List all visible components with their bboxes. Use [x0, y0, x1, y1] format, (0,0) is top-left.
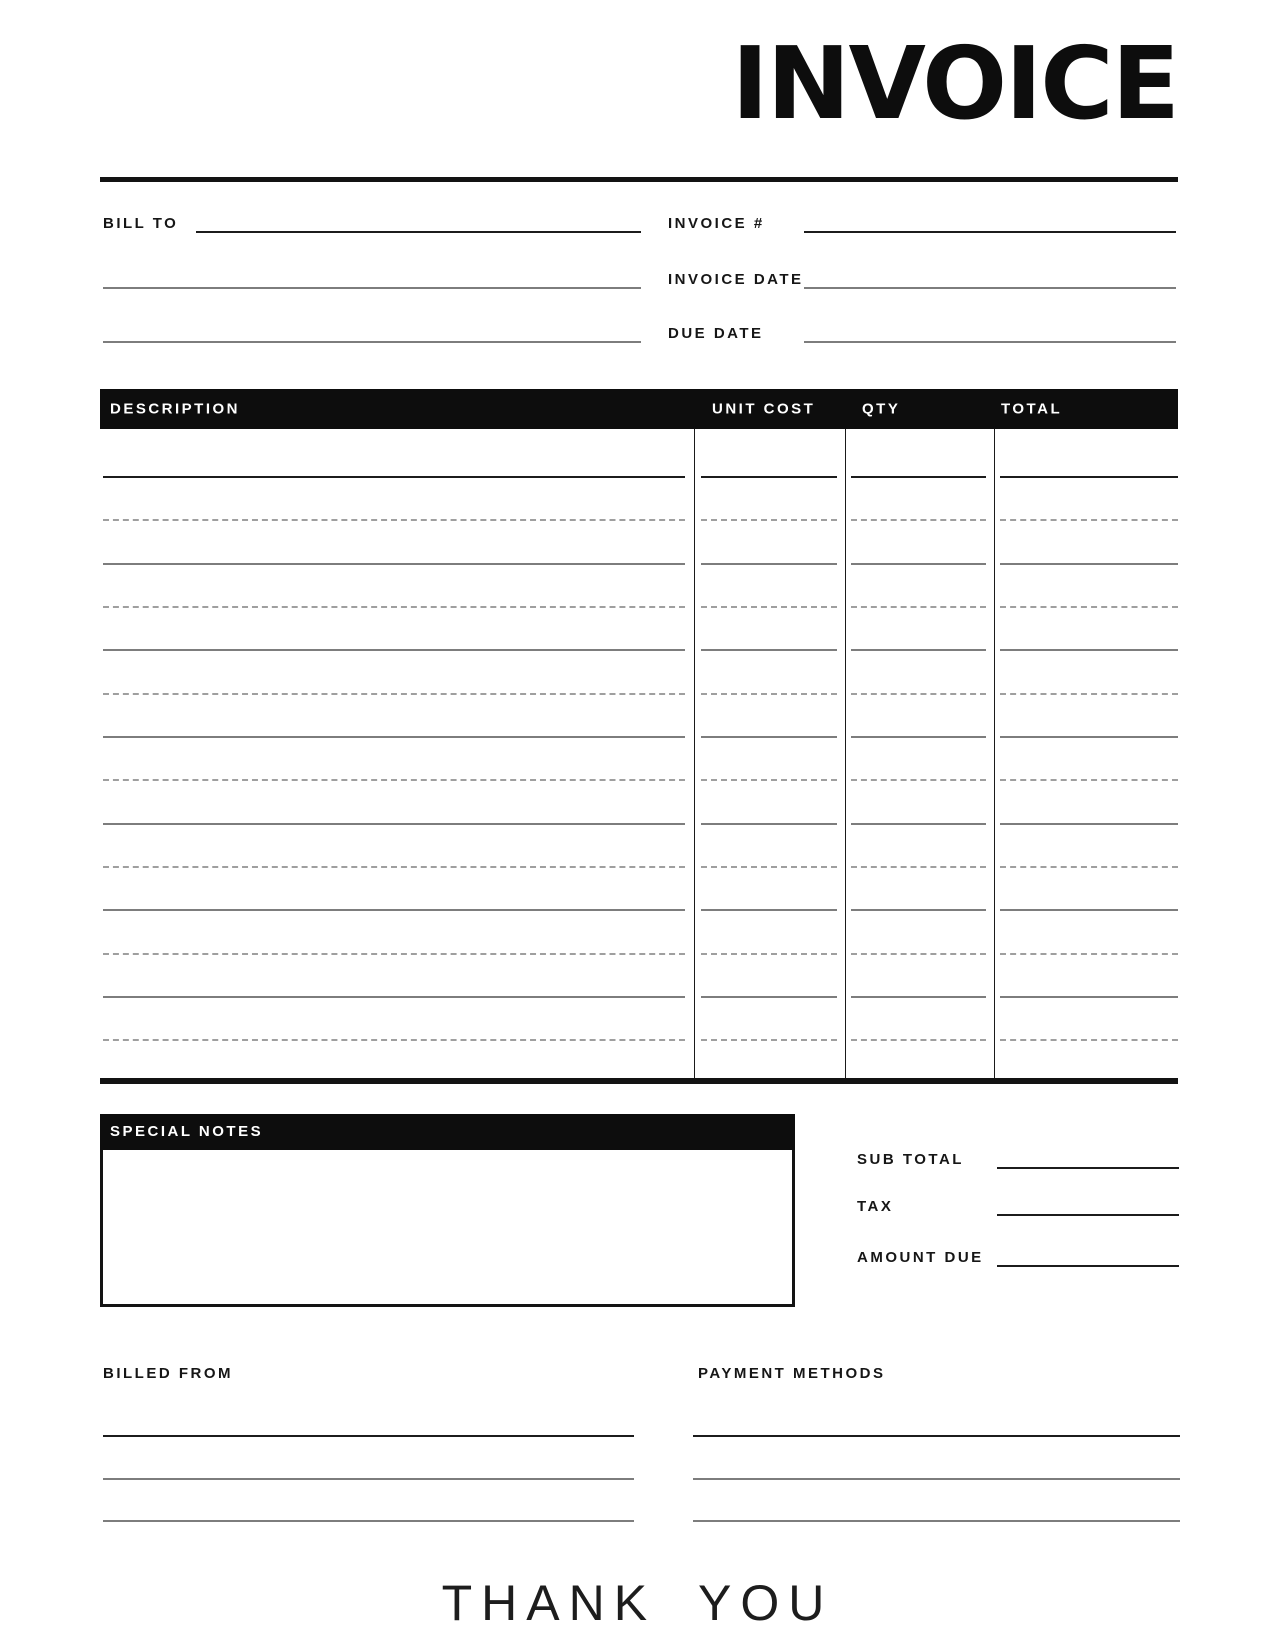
bill-to-line-2[interactable] — [103, 287, 641, 289]
table-row-7-qty[interactable] — [851, 736, 986, 738]
table-row-7-unit-cost[interactable] — [701, 736, 837, 738]
table-row-3-description[interactable] — [103, 563, 685, 565]
invoice-number-label: INVOICE # — [668, 215, 765, 232]
table-row-13-description[interactable] — [103, 996, 685, 998]
billed-from-line-2[interactable] — [103, 1478, 634, 1480]
column-divider-3 — [994, 429, 995, 1078]
table-row-4-description[interactable] — [103, 606, 685, 608]
table-row-8-description[interactable] — [103, 779, 685, 781]
table-row-2-total[interactable] — [1000, 519, 1178, 521]
table-row-12-description[interactable] — [103, 953, 685, 955]
table-row-3-qty[interactable] — [851, 563, 986, 565]
table-row-4-qty[interactable] — [851, 606, 986, 608]
table-row-10-qty[interactable] — [851, 866, 986, 868]
table-row-5-total[interactable] — [1000, 649, 1178, 651]
table-row-14-description[interactable] — [103, 1039, 685, 1041]
table-row-11-unit-cost[interactable] — [701, 909, 837, 911]
table-row-6-total[interactable] — [1000, 693, 1178, 695]
page-title: INVOICE — [731, 25, 1178, 142]
thank-you-text: THANK YOU — [441, 1575, 834, 1631]
table-row-8-qty[interactable] — [851, 779, 986, 781]
table-row-6-unit-cost[interactable] — [701, 693, 837, 695]
table-row-10-total[interactable] — [1000, 866, 1178, 868]
special-notes-input[interactable] — [100, 1150, 795, 1307]
table-row-11-description[interactable] — [103, 909, 685, 911]
table-row-12-unit-cost[interactable] — [701, 953, 837, 955]
table-row-9-qty[interactable] — [851, 823, 986, 825]
table-row-3-total[interactable] — [1000, 563, 1178, 565]
payment-methods-line-1[interactable] — [693, 1435, 1180, 1437]
table-row-12-qty[interactable] — [851, 953, 986, 955]
payment-methods-line-3[interactable] — [693, 1520, 1180, 1522]
table-row-1-qty[interactable] — [851, 476, 986, 478]
special-notes-box — [100, 1114, 795, 1307]
title-divider — [100, 177, 1178, 182]
table-row-1-description[interactable] — [103, 476, 685, 478]
billed-from-line-3[interactable] — [103, 1520, 634, 1522]
table-row-10-unit-cost[interactable] — [701, 866, 837, 868]
amount-due-label: AMOUNT DUE — [857, 1249, 984, 1266]
table-row-7-total[interactable] — [1000, 736, 1178, 738]
table-row-4-total[interactable] — [1000, 606, 1178, 608]
column-header-unit-cost: UNIT COST — [712, 400, 816, 418]
due-date-label: DUE DATE — [668, 325, 764, 342]
column-header-total: TOTAL — [1001, 400, 1063, 418]
table-row-2-unit-cost[interactable] — [701, 519, 837, 521]
table-row-13-qty[interactable] — [851, 996, 986, 998]
table-row-12-total[interactable] — [1000, 953, 1178, 955]
bill-to-label: BILL TO — [103, 215, 179, 232]
table-row-9-unit-cost[interactable] — [701, 823, 837, 825]
billed-from-label: BILLED FROM — [103, 1365, 233, 1382]
table-row-10-description[interactable] — [103, 866, 685, 868]
table-row-5-description[interactable] — [103, 649, 685, 651]
table-row-2-description[interactable] — [103, 519, 685, 521]
table-row-1-total[interactable] — [1000, 476, 1178, 478]
payment-methods-line-2[interactable] — [693, 1478, 1180, 1480]
table-row-13-total[interactable] — [1000, 996, 1178, 998]
billed-from-line-1[interactable] — [103, 1435, 634, 1437]
table-row-13-unit-cost[interactable] — [701, 996, 837, 998]
table-row-14-unit-cost[interactable] — [701, 1039, 837, 1041]
table-bottom-divider — [100, 1078, 1178, 1084]
table-row-11-qty[interactable] — [851, 909, 986, 911]
table-row-6-description[interactable] — [103, 693, 685, 695]
table-row-5-unit-cost[interactable] — [701, 649, 837, 651]
table-row-2-qty[interactable] — [851, 519, 986, 521]
table-row-5-qty[interactable] — [851, 649, 986, 651]
column-divider-2 — [845, 429, 846, 1078]
amount-due-field[interactable] — [997, 1265, 1179, 1267]
invoice-date-label: INVOICE DATE — [668, 271, 804, 288]
special-notes-label: SPECIAL NOTES — [100, 1114, 795, 1150]
table-row-6-qty[interactable] — [851, 693, 986, 695]
sub-total-field[interactable] — [997, 1167, 1179, 1169]
due-date-field[interactable] — [804, 341, 1176, 343]
payment-methods-label: PAYMENT METHODS — [698, 1365, 886, 1382]
table-row-11-total[interactable] — [1000, 909, 1178, 911]
bill-to-line-1[interactable] — [196, 231, 641, 233]
tax-label: TAX — [857, 1198, 894, 1215]
table-row-7-description[interactable] — [103, 736, 685, 738]
sub-total-label: SUB TOTAL — [857, 1151, 964, 1168]
column-header-description: DESCRIPTION — [110, 400, 241, 418]
bill-to-line-3[interactable] — [103, 341, 641, 343]
table-row-8-total[interactable] — [1000, 779, 1178, 781]
column-header-qty: QTY — [862, 400, 901, 418]
table-row-3-unit-cost[interactable] — [701, 563, 837, 565]
table-row-1-unit-cost[interactable] — [701, 476, 837, 478]
table-row-14-total[interactable] — [1000, 1039, 1178, 1041]
table-row-9-description[interactable] — [103, 823, 685, 825]
table-row-8-unit-cost[interactable] — [701, 779, 837, 781]
tax-field[interactable] — [997, 1214, 1179, 1216]
invoice-date-field[interactable] — [804, 287, 1176, 289]
table-row-9-total[interactable] — [1000, 823, 1178, 825]
table-row-14-qty[interactable] — [851, 1039, 986, 1041]
table-row-4-unit-cost[interactable] — [701, 606, 837, 608]
column-divider-1 — [694, 429, 695, 1078]
items-table-header — [100, 389, 1178, 429]
invoice-number-field[interactable] — [804, 231, 1176, 233]
